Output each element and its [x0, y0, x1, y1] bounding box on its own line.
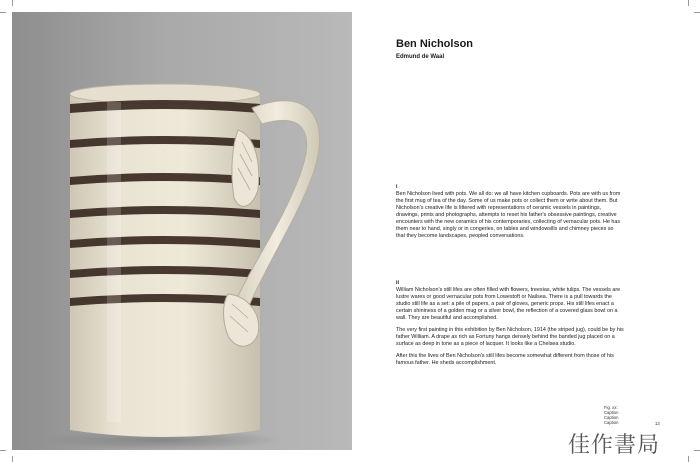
caption-line: Caption: [604, 420, 619, 425]
caption-line: Fig. xx:: [604, 405, 618, 410]
crop-mark: [694, 12, 700, 13]
body-paragraph: After this the lives of Ben Nicholson's still lifes become somewhat different from those of his famous father. He sheds accomplishment.: [396, 353, 614, 366]
right-page: [352, 12, 688, 450]
section-number: ii: [396, 280, 399, 286]
crop-mark: [688, 456, 689, 462]
section-two: [396, 280, 624, 372]
figure-caption: [604, 405, 618, 425]
watermark-text: 佳作書局: [568, 433, 661, 458]
crop-mark: [0, 450, 6, 451]
body-paragraph: William Nicholson's still lifes are often filled with flowers, treesias, white tulips. The vessels are lustre wares or good vernacular pots from Lowestoft or Nailsea. There is a pull towards the studio still life as a set: a pile of papers, a pair of gloves, generic props. His still lifes enact a certain shininess of a golden mug or a silver bowl, the reflection of a covered glass bowl on a wall. They are beautiful and accomplished.: [396, 287, 621, 321]
striped-mug-image: [12, 12, 352, 450]
crop-mark: [12, 456, 13, 462]
section-number: i: [396, 184, 398, 190]
section-one: [396, 184, 624, 245]
article-author: Edmund de Waal: [396, 54, 445, 60]
left-page-photo: [12, 12, 352, 450]
caption-line: Caption: [604, 410, 619, 415]
crop-mark: [0, 12, 6, 13]
caption-line: Caption: [604, 415, 619, 420]
body-paragraph: The very first painting in this exhibition by Ben Nicholson, 1914 (the striped jug), could be by his father William. A drape as rich as Fortuny hangs densely behind the banded jug placed on a surface as deep in tone as a piece of lacquer. It looks like a Chelsea studio.: [396, 327, 624, 347]
crop-mark: [12, 0, 13, 6]
crop-mark: [694, 450, 700, 451]
page-number: 13: [655, 421, 660, 426]
body-paragraph: Ben Nicholson lived with pots. We all do: we all have kitchen cupboards. Pots are with us from the first mug of tea of the day. Some of us make pots or collect them or write about them. But Nicholson's creative life is littered with representations of ceramic vessels in paintings, drawings, prints and photographs, attempts to reset his father's obsessive paintings, creative encounters with the new ceramics of his contemporaries, collecting of vernacular pots. He has them near to hand, singly or in congeries, on tables and windowsills and chimney pieces so that they become landscapes, peopled conversations.: [396, 191, 621, 239]
crop-mark: [688, 0, 689, 6]
article-title: Ben Nicholson: [396, 38, 474, 50]
